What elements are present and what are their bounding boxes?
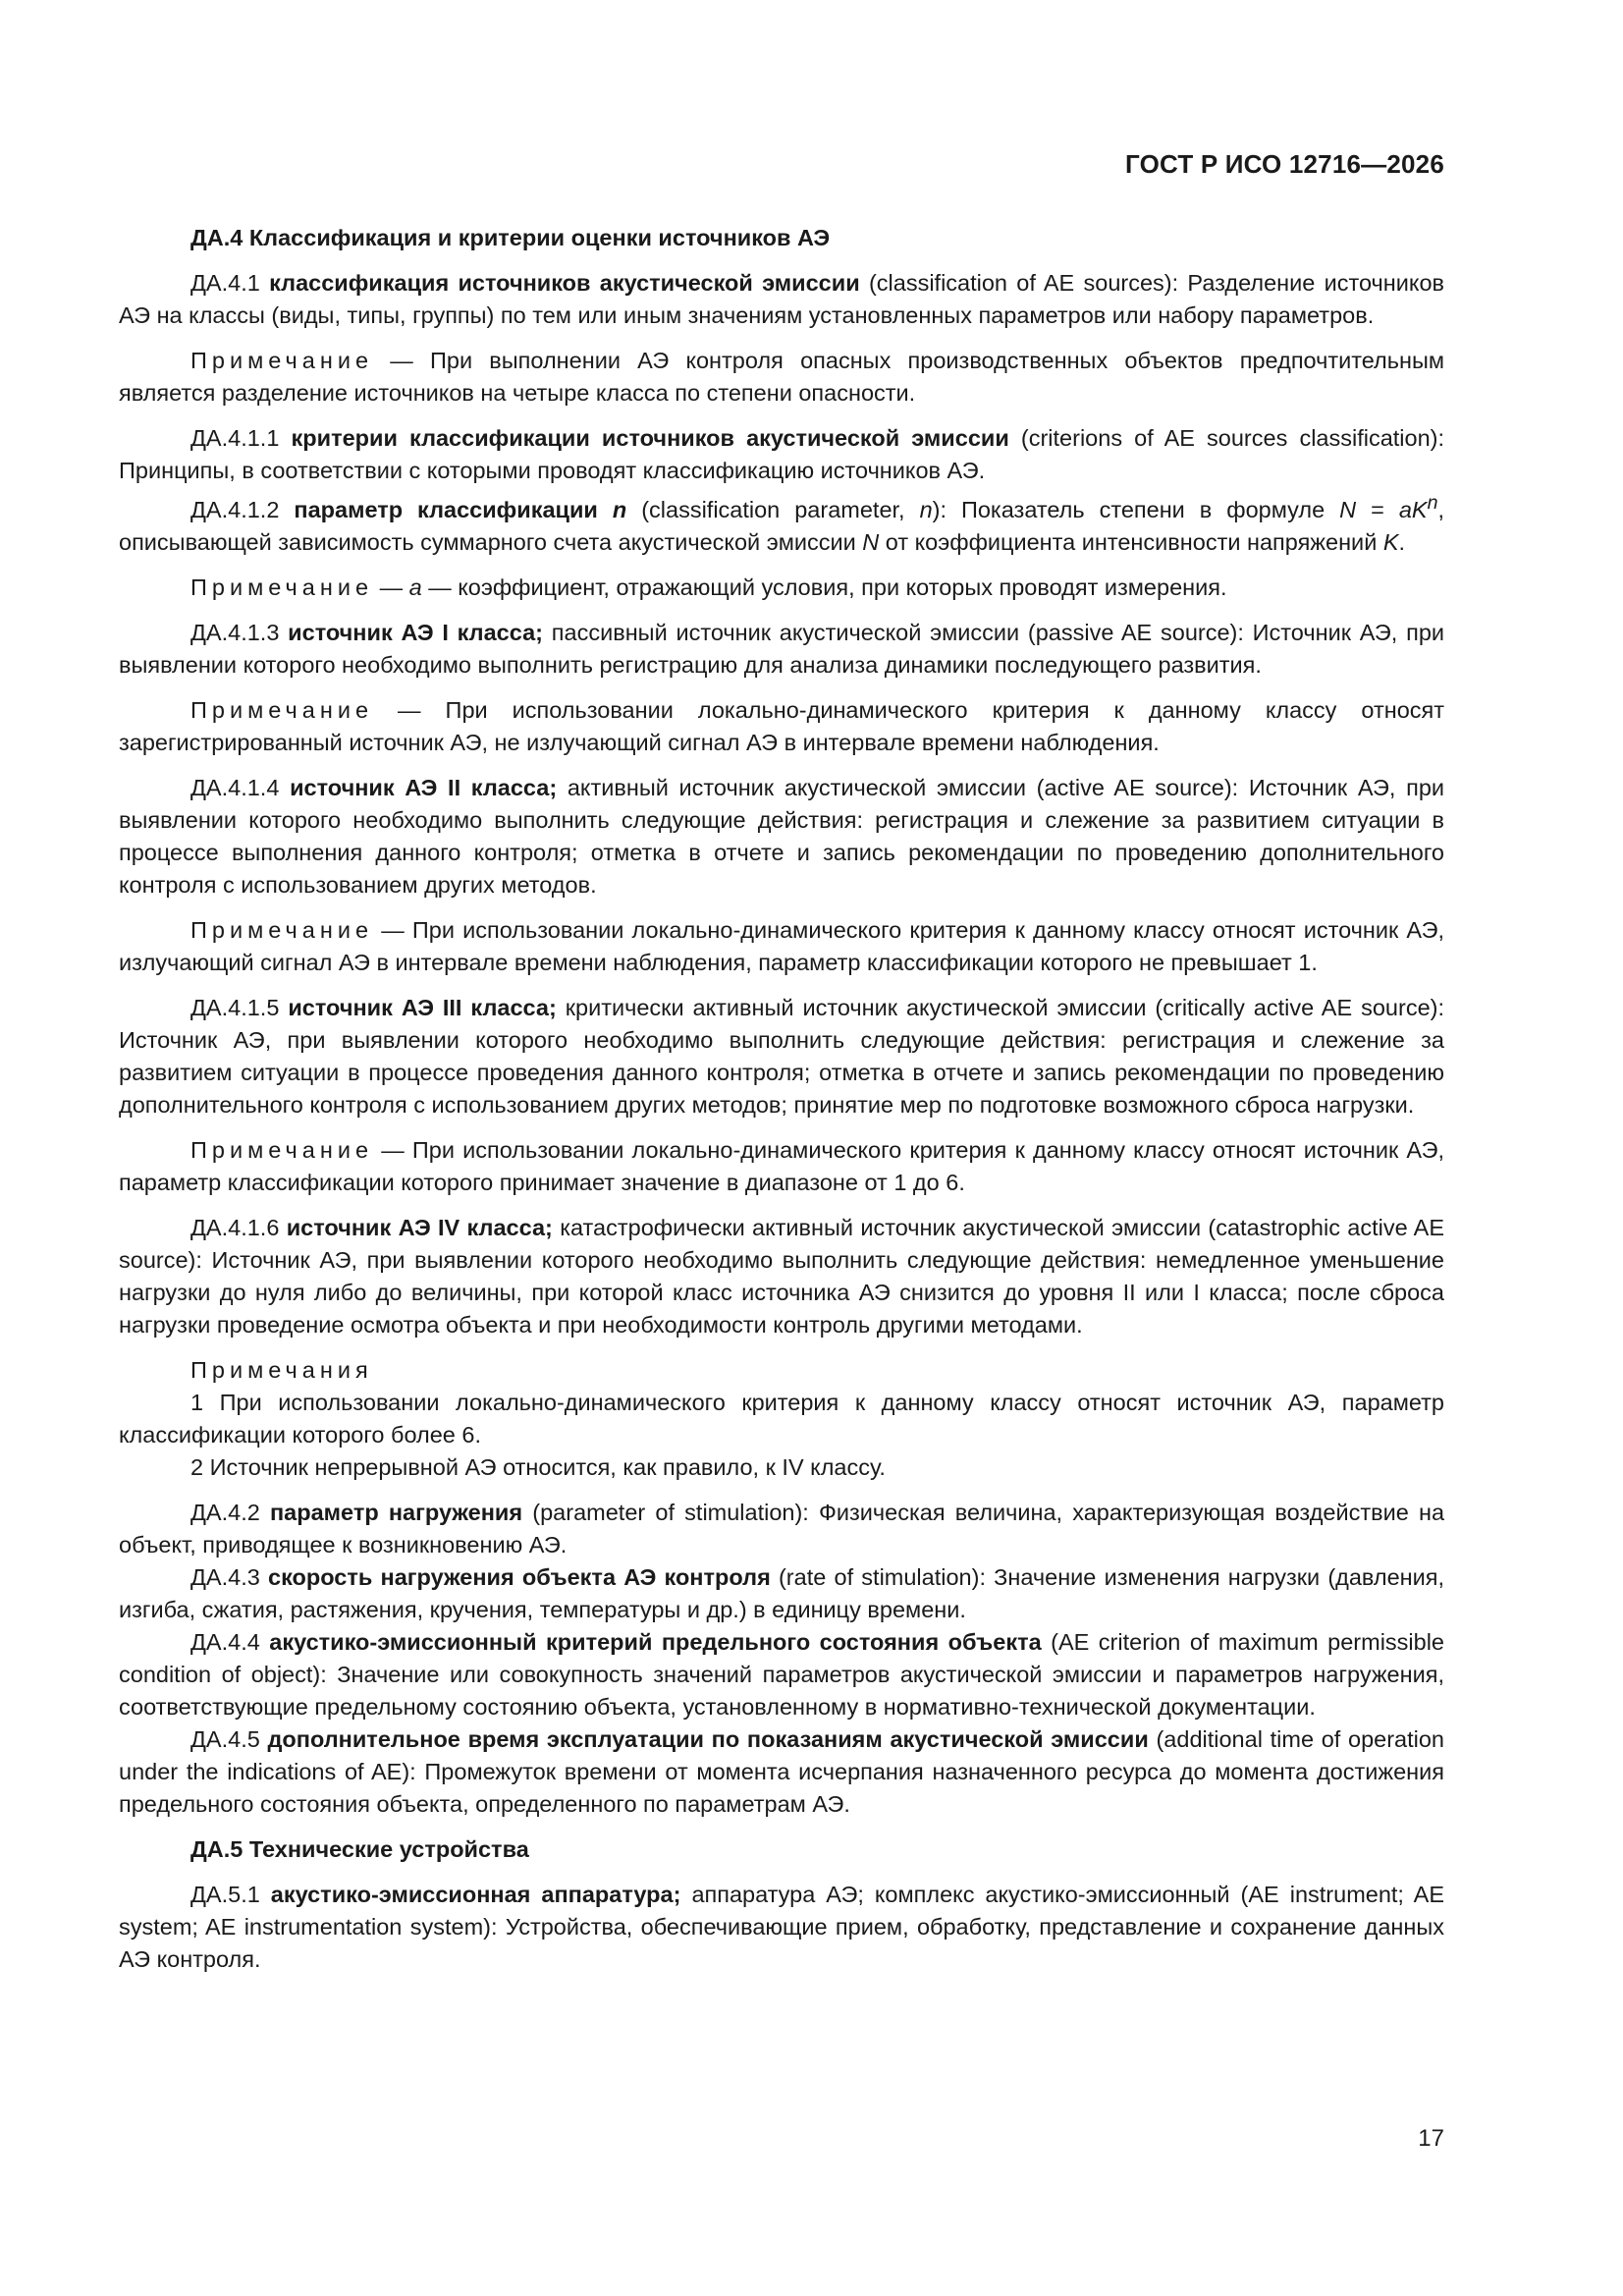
paragraph-da411	[119, 422, 1444, 487]
definition-text: от коэффициента интенсивности напряжений	[885, 528, 1378, 555]
note-text: — коэффициент, отражающий условия, при которых проводят измерения.	[428, 574, 1227, 600]
note-4	[119, 914, 1444, 979]
page-number: 17	[1418, 2125, 1444, 2152]
clause-number: ДА.4.1.6	[190, 1214, 280, 1240]
clause-number: ДА.4.1.1	[190, 425, 280, 451]
variable: n	[919, 496, 933, 522]
definition-text: (parameter of stimulation): Физическая величина, характеризующая воздействие на объект, приводящее к возникновению АЭ.	[119, 1499, 1445, 1558]
paragraph-da43	[119, 1561, 1444, 1626]
term-variable: n	[612, 496, 627, 522]
paragraph-da415	[119, 992, 1444, 1121]
term: акустико-эмиссионная аппаратура;	[270, 1881, 681, 1907]
term: источник АЭ III класса;	[288, 994, 557, 1020]
note-2	[119, 572, 1444, 604]
note-item-1: 1 При использовании локально-динамического критерия к данному классу относят источник АЭ, параметр классификации которого более 6.	[119, 1389, 1444, 1448]
clause-number: ДА.4.1.5	[190, 994, 280, 1020]
definition-text: ): Показатель степени в формуле	[932, 496, 1325, 522]
note-text: — При использовании локально-динамического критерия к данному классу относят источник АЭ, излучающий сигнал АЭ в интервале времени наблюдения, параметр классификации которого не превышает 1.	[119, 916, 1445, 975]
note-text: — При использовании локально-динамического критерия к данному классу относят зарегистрированный источник АЭ, не излучающий сигнал АЭ в интервале времени наблюдения.	[119, 696, 1445, 755]
definition-text: (criterions of AE sources classification): Принципы, в соответствии с которыми проводят классификацию источников АЭ.	[119, 425, 1445, 483]
term: скорость нагружения объекта АЭ контроля	[268, 1563, 771, 1590]
definition-text: катастрофически активный источник акустической эмиссии (catastrophic active AE source): Источник АЭ, при выявлении которого необходимо выполнить следующие действия: немедленное уменьшение нагрузки до нуля либо до величины, при которой класс источника АЭ снизится до уровня II или I класса; после сброса нагрузки проведение осмотра объекта и при необходимости контроль другими методами.	[119, 1214, 1445, 1338]
term: источник АЭ I класса;	[288, 619, 544, 645]
paragraph-da41	[119, 267, 1444, 332]
note-text: — При выполнении АЭ контроля опасных производственных объектов предпочтительным является разделение источников на четыре класса по степени опасности.	[119, 348, 1444, 406]
paragraph-da45	[119, 1723, 1444, 1821]
term: параметр нагружения	[269, 1499, 523, 1525]
definition-text: (classification parameter,	[641, 496, 905, 522]
note-3	[119, 694, 1444, 759]
clause-number: ДА.4.5	[190, 1725, 260, 1752]
note-dash: —	[379, 574, 404, 600]
variable: a	[408, 574, 422, 600]
definition-text: критически активный источник акустической эмиссии (critically active AE source): Источник АЭ, при выявлении которого необходимо выполнить следующие действия: регистрация и слежение за развитием ситуации в процессе проведения данного контроля; отметка в отчете и запись рекомендации по проведению дополнительного контроля с использованием других методов; принятие мер по подготовке возможного сброса нагрузки.	[119, 994, 1444, 1118]
note-label: Примечание	[190, 574, 374, 600]
paragraph-da51	[119, 1879, 1444, 1976]
term: классификация источников акустической эмиссии	[269, 270, 860, 296]
definition-text: (rate of stimulation): Значение изменения нагрузки (давления, изгиба, сжатия, растяжения, кручения, температуры и др.) в единицу времени.	[119, 1563, 1445, 1622]
clause-number: ДА.4.4	[190, 1628, 260, 1655]
paragraph-da414	[119, 772, 1444, 902]
note-label: Примечание	[190, 696, 374, 723]
note-label: Примечание	[190, 348, 374, 373]
note-5	[119, 1134, 1444, 1199]
variable: K	[1382, 528, 1399, 555]
definition-text: (classification of AE sources): Разделение источников АЭ на классы (виды, типы, группы) по тем или иным значениям установленных параметров или набору параметров.	[119, 270, 1445, 328]
document-code: ГОСТ Р ИСО 12716—2026	[1124, 149, 1444, 179]
clause-number: ДА.4.1.3	[190, 619, 280, 645]
definition-text: .	[1398, 528, 1406, 555]
page-body	[119, 222, 1444, 1976]
definition-text: аппаратура АЭ; комплекс акустико-эмиссионный (AE instrument; AE system; AE instrumentation system): Устройства, обеспечивающие прием, обработку, представление и сохранение данных АЭ контроля.	[119, 1881, 1445, 1972]
paragraph-da413	[119, 617, 1444, 682]
note-item-2: 2 Источник непрерывной АЭ относится, как правило, к IV классу.	[190, 1453, 886, 1480]
paragraph-da416	[119, 1212, 1444, 1341]
term: дополнительное время эксплуатации по показаниям акустической эмиссии	[267, 1725, 1149, 1752]
definition-text: пассивный источник акустической эмиссии (passive AE source): Источник АЭ, при выявлении которого необходимо выполнить регистрацию для анализа динамики последующего развития.	[119, 619, 1445, 678]
notes-6-label	[119, 1354, 1444, 1387]
clause-number: ДА.4.2	[190, 1499, 260, 1525]
note-label: Примечания	[190, 1356, 373, 1383]
clause-number: ДА.5.1	[190, 1881, 260, 1907]
definition-text: , описывающей зависимость суммарного счета акустической эмиссии	[119, 496, 1444, 555]
term: критерии классификации источников акустической эмиссии	[291, 425, 1009, 451]
definition-text: (additional time of operation under the indications of AE): Промежуток времени от момента исчерпания назначенного ресурса до момента достижения предельного состояния объекта, определенного по параметрам АЭ.	[119, 1725, 1445, 1817]
clause-number: ДА.4.1.4	[190, 774, 280, 800]
term: источник АЭ IV класса;	[286, 1214, 553, 1240]
clause-number: ДА.4.3	[190, 1563, 260, 1590]
formula-lhs: N	[1339, 496, 1357, 522]
note-label: Примечание	[190, 916, 374, 943]
section-heading-da5: ДА.5 Технические устройства	[190, 1835, 529, 1862]
clause-number: ДА.4.1	[190, 270, 260, 296]
variable: N	[862, 528, 880, 555]
definition-text: активный источник акустической эмиссии (active AE source): Источник АЭ, при выявлении которого необходимо выполнить следующие действия: регистрация и слежение за развитием ситуации в процессе выполнения данного контроля; отметка в отчете и запись рекомендации по проведению дополнительного контроля с использованием других методов.	[119, 774, 1445, 898]
formula-rhs: aK	[1398, 496, 1428, 522]
paragraph-da42	[119, 1497, 1444, 1561]
note-1	[119, 345, 1444, 410]
formula	[1339, 492, 1438, 522]
formula-exponent: n	[1427, 492, 1438, 514]
term: параметр классификации	[294, 496, 598, 522]
note-text: — При использовании локально-динамического критерия к данному классу относят источник АЭ, параметр классификации которого принимает значение в диапазоне от 1 до 6.	[119, 1136, 1445, 1195]
clause-number: ДА.4.1.2	[190, 496, 280, 522]
paragraph-da44	[119, 1626, 1444, 1723]
paragraph-da412	[119, 487, 1444, 559]
formula-eq: =	[1356, 496, 1399, 522]
note-label: Примечание	[190, 1136, 374, 1163]
term: источник АЭ II класса;	[290, 774, 558, 800]
term: акустико-эмиссионный критерий предельного состояния объекта	[269, 1628, 1042, 1655]
section-heading-da4: ДА.4 Классификация и критерии оценки источников АЭ	[190, 225, 831, 250]
definition-text: (AE criterion of maximum permissible condition of object): Значение или совокупность значений параметров акустической эмиссии и параметров нагружения, соответствующие предельному состоянию объекта, установленному в нормативно-технической документации.	[119, 1628, 1445, 1720]
